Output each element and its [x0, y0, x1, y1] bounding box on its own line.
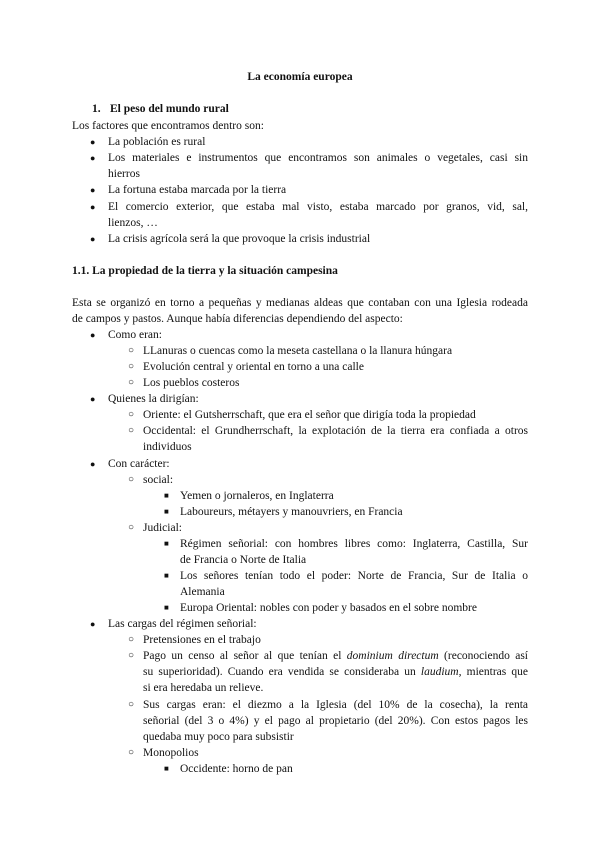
- text-run: (reconociendo así: [438, 650, 529, 662]
- paragraph-line: Esta se organizó en torno a pequeñas y medianas aldeas que contaban con una Iglesia rodeada: [72, 297, 528, 309]
- bullet-square-icon: ■: [164, 507, 169, 516]
- list-item: La crisis agrícola será la que provoque la crisis industrial: [108, 233, 371, 245]
- list-item-caracter: Con carácter:: [108, 458, 170, 470]
- bullet-dot-icon: ●: [90, 185, 96, 195]
- bullet-circle-icon: ○: [128, 634, 135, 645]
- list-item-continuation: de Francia o Norte de Italia: [180, 554, 307, 566]
- bullet-square-icon: ■: [164, 491, 169, 500]
- bullet-circle-icon: ○: [128, 747, 135, 758]
- section-intro: Los factores que encontramos dentro son:: [72, 120, 264, 132]
- text-run: mientras que: [461, 666, 528, 678]
- list-item-quienes: Quienes la dirigían:: [108, 393, 199, 405]
- bullet-dot-icon: ●: [90, 202, 96, 212]
- bullet-dot-icon: ●: [90, 459, 96, 469]
- list-item: Pretensiones en el trabajo: [143, 634, 261, 646]
- bullet-circle-icon: ○: [128, 409, 135, 420]
- list-item: El comercio exterior, que estaba mal visto, estaba marcado por granos, vid, sal,: [108, 201, 528, 213]
- list-item-continuation: si era heredaba un relieve.: [143, 682, 264, 694]
- list-item-judicial: Judicial:: [143, 522, 182, 534]
- bullet-square-icon: ■: [164, 764, 169, 773]
- bullet-circle-icon: ○: [128, 650, 135, 661]
- bullet-square-icon: ■: [164, 539, 169, 548]
- list-item: Evolución central y oriental en torno a una calle: [143, 361, 364, 373]
- list-item: La población es rural: [108, 136, 206, 148]
- list-item-cargas: Las cargas del régimen señorial:: [108, 618, 257, 630]
- list-item-continuation: quedaba muy poco para subsistir: [143, 731, 294, 743]
- list-item: Los señores tenían todo el poder: Norte de Francia, Sur de Italia o: [180, 570, 528, 582]
- bullet-square-icon: ■: [164, 603, 169, 612]
- list-item-como: Como eran:: [108, 329, 162, 341]
- bullet-circle-icon: ○: [128, 361, 135, 372]
- list-item: LLanuras o cuencas como la meseta castellana o la llanura húngara: [143, 345, 453, 357]
- latin-term: laudium,: [420, 666, 462, 678]
- section-number: 1.: [92, 103, 101, 115]
- bullet-circle-icon: ○: [128, 474, 135, 485]
- list-item: Los materiales e instrumentos que encontramos son animales o vegetales, casi sin: [108, 152, 528, 164]
- bullet-square-icon: ■: [164, 571, 169, 580]
- list-item: Los pueblos costeros: [143, 377, 240, 389]
- paragraph-line: de campos y pastos. Aunque había diferencias dependiendo del aspecto:: [72, 313, 403, 325]
- section-heading-1: [92, 101, 229, 117]
- bullet-dot-icon: ●: [90, 234, 96, 244]
- list-item: Régimen señorial: con hombres libres como: Inglaterra, Castilla, Sur: [180, 538, 528, 550]
- list-item-continuation: Alemania: [180, 586, 225, 598]
- list-item: La fortuna estaba marcada por la tierra: [108, 184, 287, 196]
- section-title: El peso del mundo rural: [110, 103, 229, 115]
- list-item: Occidental: el Grundherrschaft, la explotación de la tierra era confiada a otros: [143, 425, 528, 437]
- list-item: Laboureurs, métayers y manouvriers, en Francia: [180, 506, 403, 518]
- latin-term: dominium directum: [346, 650, 439, 662]
- bullet-dot-icon: ●: [90, 137, 96, 147]
- list-item-continuation: individuos: [143, 441, 192, 453]
- list-item: Europa Oriental: nobles con poder y basados en el sobre nombre: [180, 602, 477, 614]
- document-title: La economía europea: [247, 71, 353, 83]
- list-item-continuation: hierros: [108, 168, 140, 180]
- bullet-circle-icon: ○: [128, 345, 135, 356]
- list-item: Yemen o jornaleros, en Inglaterra: [180, 490, 334, 502]
- bullet-circle-icon: ○: [128, 522, 135, 533]
- list-item-censo: [143, 648, 528, 664]
- bullet-circle-icon: ○: [128, 699, 135, 710]
- bullet-circle-icon: ○: [128, 377, 135, 388]
- bullet-circle-icon: ○: [128, 425, 135, 436]
- bullet-dot-icon: ●: [90, 153, 96, 163]
- bullet-dot-icon: ●: [90, 619, 96, 629]
- list-item-continuation: señorial (del 3 o 4%) y el pago al propietario (del 20%). Con estos pagos les: [143, 715, 528, 727]
- list-item: Occidente: horno de pan: [180, 763, 293, 775]
- list-item-social: social:: [143, 474, 174, 486]
- subsection-heading: 1.1. La propiedad de la tierra y la situación campesina: [72, 265, 338, 277]
- text-run: Pago un censo al señor al que tenían el: [143, 650, 347, 662]
- list-item: Monopolios: [143, 747, 199, 759]
- list-item: Oriente: el Gutsherrschaft, que era el señor que dirigía toda la propiedad: [143, 409, 476, 421]
- list-item-continuation: lienzos, …: [108, 217, 158, 229]
- list-item: Sus cargas eran: el diezmo a la Iglesia (del 10% de la cosecha), la renta: [143, 699, 528, 711]
- list-item-continuation: [143, 664, 528, 680]
- bullet-dot-icon: ●: [90, 394, 96, 404]
- text-run: su superioridad). Cuando era vendida se consideraba un: [143, 666, 421, 678]
- bullet-dot-icon: ●: [90, 330, 96, 340]
